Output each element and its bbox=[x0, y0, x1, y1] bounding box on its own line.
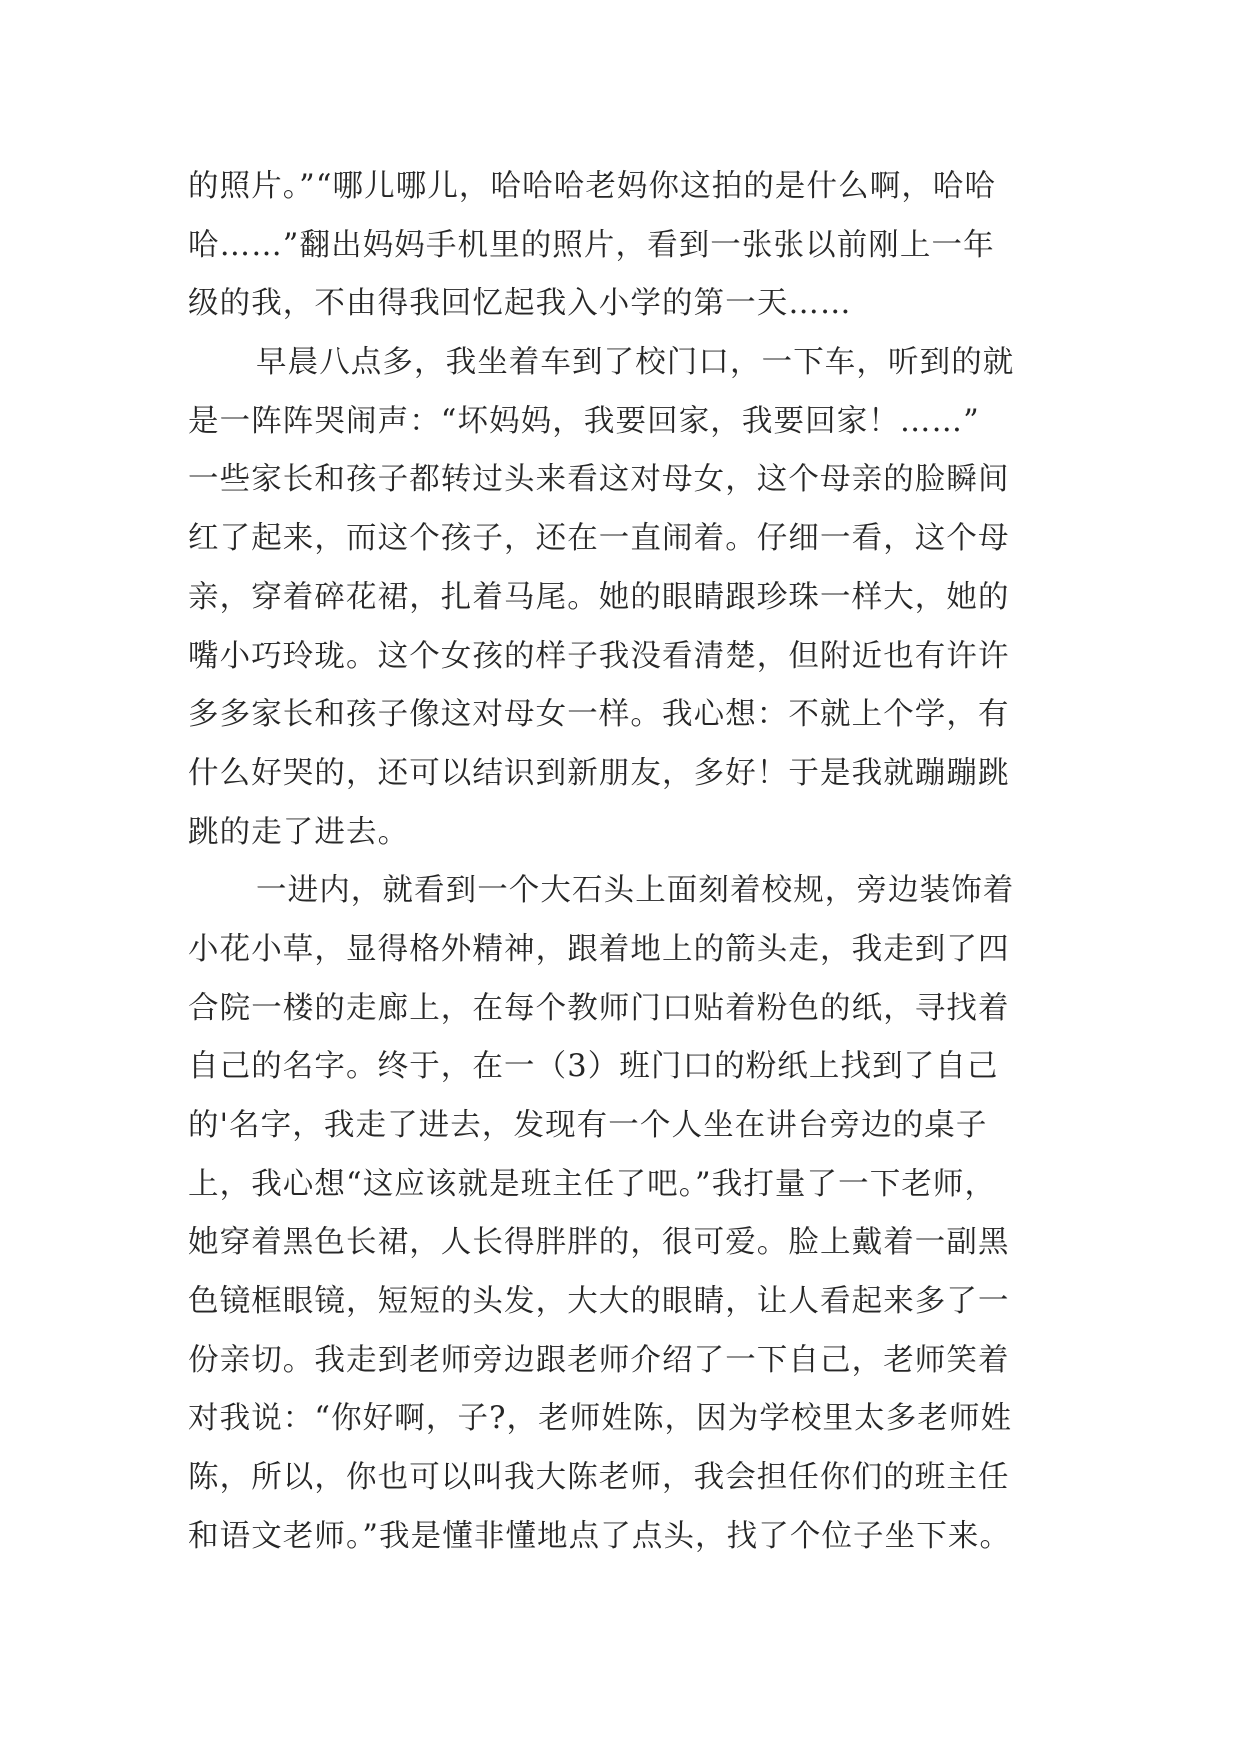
text-line: 她穿着黑色长裙，人长得胖胖的，很可爱。脸上戴着一副黑 bbox=[188, 1225, 1010, 1261]
text-line: 和语文老师。”我是懂非懂地点了点头，找了个位子坐下来。 bbox=[188, 1518, 1012, 1554]
text-line: 小花小草，显得格外精神，跟着地上的箭头走，我走到了四 bbox=[188, 931, 1010, 967]
text-line: 份亲切。我走到老师旁边跟老师介绍了一下自己，老师笑着 bbox=[188, 1342, 1010, 1378]
text-line: 上，我心想“这应该就是班主任了吧。”我打量了一下老师， bbox=[188, 1166, 997, 1202]
text-line: 亲，穿着碎花裙，扎着马尾。她的眼睛跟珍珠一样大，她的 bbox=[188, 579, 1010, 615]
text-line: 是一阵阵哭闹声：“坏妈妈，我要回家，我要回家！……” bbox=[188, 403, 980, 439]
text-line: 的'名字，我走了进去，发现有一个人坐在讲台旁边的桌子 bbox=[188, 1108, 988, 1143]
body-text bbox=[188, 158, 1068, 1567]
text-line: 嘴小巧玲珑。这个女孩的样子我没看清楚，但附近也有许许 bbox=[188, 638, 1010, 674]
text-line: 自己的名字。终于，在一（3）班门口的粉纸上找到了自己 bbox=[188, 1049, 999, 1085]
text-line: 哈……”翻出妈妈手机里的照片，看到一张张以前刚上一年 bbox=[188, 227, 995, 263]
text-line: 红了起来，而这个孩子，还在一直闹着。仔细一看，这个母 bbox=[188, 521, 1010, 557]
text-line: 跳的走了进去。 bbox=[188, 814, 410, 850]
text-line: 级的我，不由得我回忆起我入小学的第一天…… bbox=[188, 286, 852, 322]
text-line: 的照片。”“哪儿哪儿，哈哈哈老妈你这拍的是什么啊，哈哈 bbox=[188, 169, 997, 204]
text-line: 色镜框眼镜，短短的头发，大大的眼睛，让人看起来多了一 bbox=[188, 1284, 1010, 1320]
text-line: 对我说：“你好啊，子?，老师姓陈，因为学校里太多老师姓 bbox=[188, 1401, 1013, 1437]
text-line: 陈，所以，你也可以叫我大陈老师，我会担任你们的班主任 bbox=[188, 1460, 1010, 1496]
paragraph-start-line: 早晨八点多，我坐着车到了校门口，一下车，听到的就 bbox=[256, 345, 1015, 381]
text-line: 什么好哭的，还可以结识到新朋友，多好！于是我就蹦蹦跳 bbox=[188, 755, 1010, 791]
paragraph-start-line: 一进内，就看到一个大石头上面刻着校规，旁边装饰着 bbox=[256, 873, 1015, 909]
text-line: 一些家长和孩子都转过头来看这对母女，这个母亲的脸瞬间 bbox=[188, 462, 1010, 498]
text-line: 多多家长和孩子像这对母女一样。我心想：不就上个学，有 bbox=[188, 697, 1010, 733]
text-line: 合院一楼的走廊上，在每个教师门口贴着粉色的纸，寻找着 bbox=[188, 990, 1010, 1026]
